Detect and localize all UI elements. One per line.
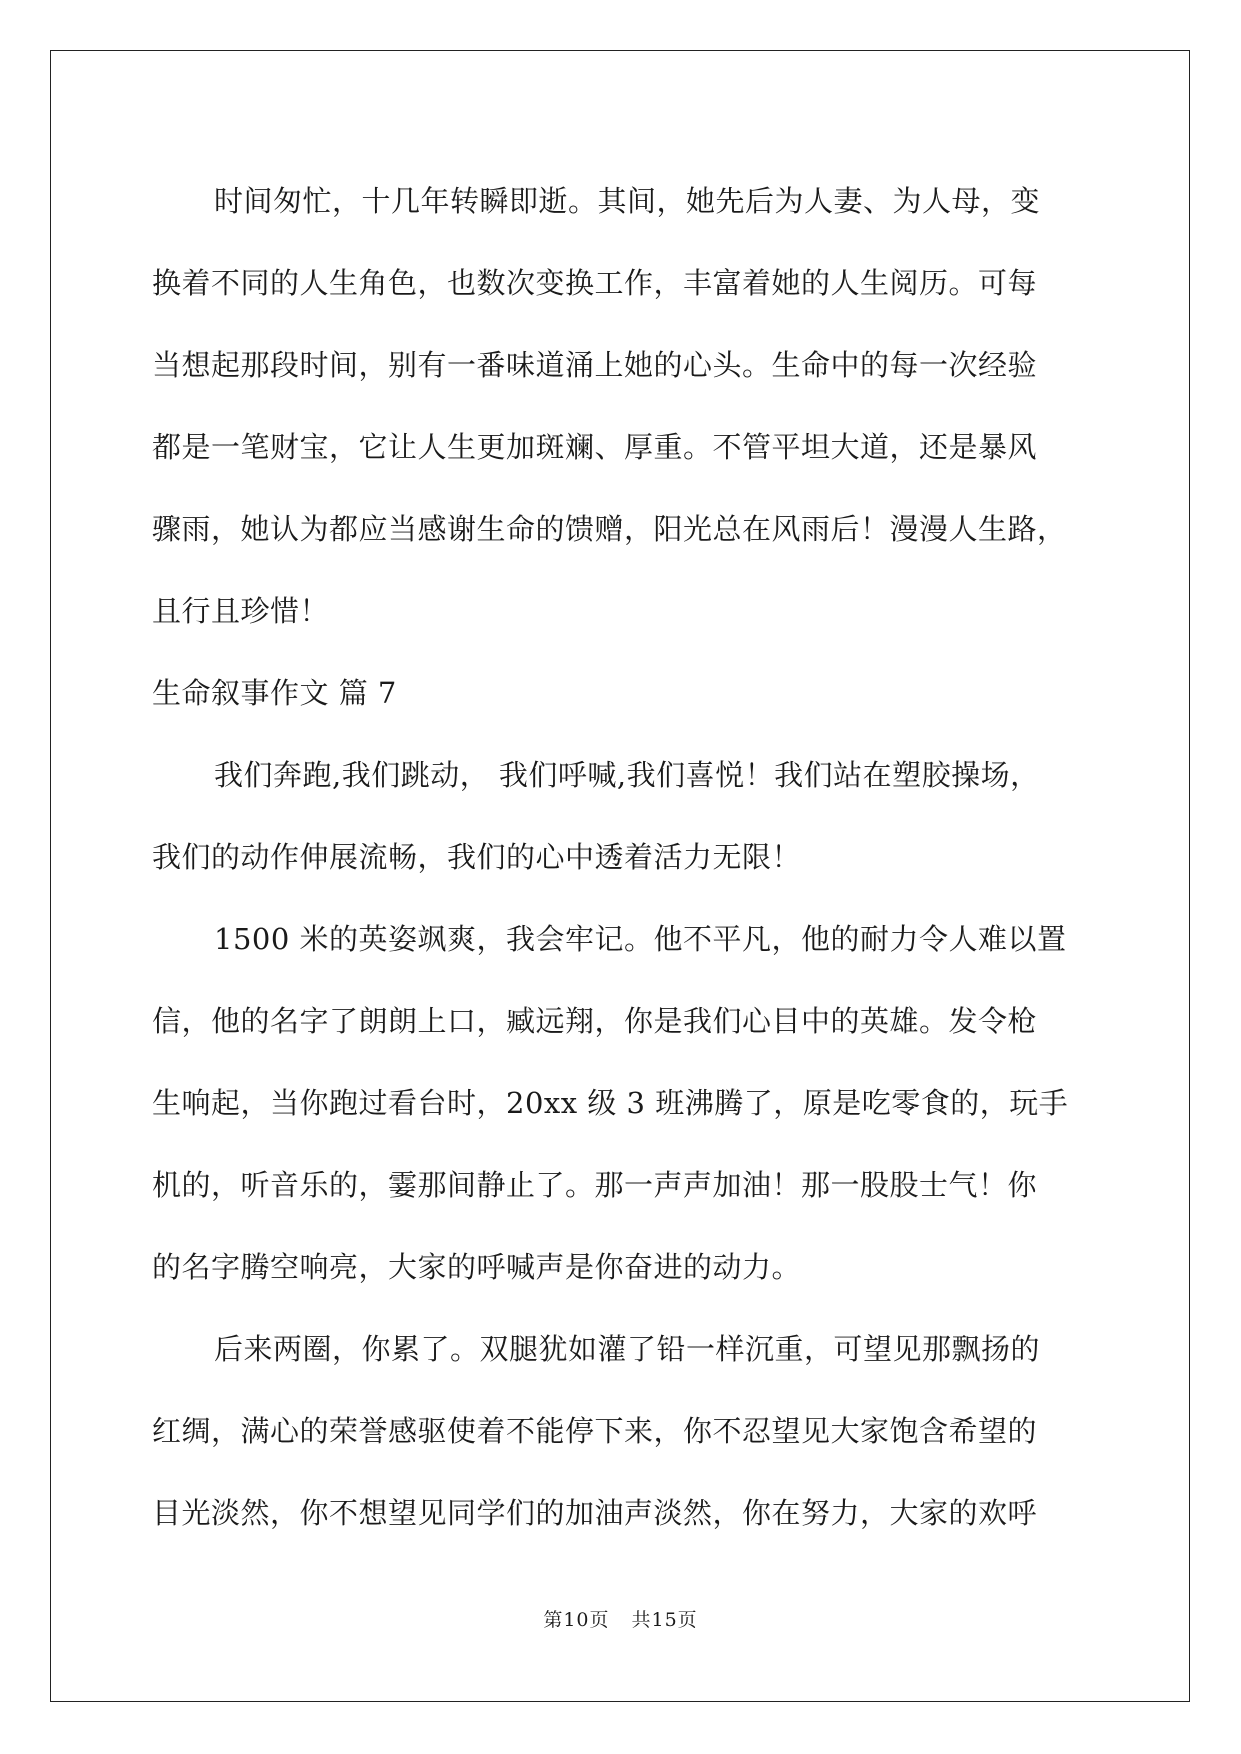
- paragraph-3-line-4: 机的，听音乐的，霎那间静止了。那一声声加油！那一股股士气！你: [152, 1168, 1038, 1202]
- paragraph-1-line-4: 都是一笔财宝，它让人生更加斑斓、厚重。不管平坦大道，还是暴风: [152, 430, 1038, 464]
- paragraph-1-line-6: 且行且珍惜！: [152, 594, 330, 628]
- paragraph-1-line-2: 换着不同的人生角色，也数次变换工作，丰富着她的人生阅历。可每: [152, 266, 1038, 300]
- paragraph-1-line-5: 骤雨，她认为都应当感谢生命的馈赠，阳光总在风雨后！漫漫人生路，: [152, 512, 1067, 546]
- paragraph-3-line-2: 信，他的名字了朗朗上口，臧远翔，你是我们心目中的英雄。发令枪: [152, 1004, 1038, 1038]
- paragraph-4-line-3: 目光淡然，你不想望见同学们的加油声淡然，你在努力，大家的欢呼: [152, 1496, 1038, 1530]
- page-number: 第10页: [543, 1609, 610, 1631]
- paragraph-2-line-2: 我们的动作伸展流畅，我们的心中透着活力无限！: [152, 840, 802, 874]
- page-footer: [0, 1605, 1241, 1632]
- paragraph-3-line-1: 1500 米的英姿飒爽，我会牢记。他不平凡，他的耐力令人难以置: [214, 922, 1067, 956]
- paragraph-3-line-5: 的名字腾空响亮，大家的呼喊声是你奋进的动力。: [152, 1250, 802, 1284]
- paragraph-1-line-1: 时间匆忙，十几年转瞬即逝。其间，她先后为人妻、为人母，变: [214, 184, 1041, 218]
- section-heading: 生命叙事作文 篇 7: [152, 676, 397, 710]
- paragraph-4-line-1: 后来两圈，你累了。双腿犹如灌了铅一样沉重，可望见那飘扬的: [214, 1332, 1041, 1366]
- document-body: [152, 160, 1092, 1554]
- paragraph-3-line-3: 生响起，当你跑过看台时，20xx 级 3 班沸腾了，原是吃零食的，玩手: [152, 1086, 1069, 1120]
- paragraph-2-line-1: 我们奔跑,我们跳动， 我们呼喊,我们喜悦！我们站在塑胶操场，: [214, 758, 1040, 792]
- paragraph-4-line-2: 红绸，满心的荣誉感驱使着不能停下来，你不忍望见大家饱含希望的: [152, 1414, 1038, 1448]
- paragraph-1-line-3: 当想起那段时间，别有一番味道涌上她的心头。生命中的每一次经验: [152, 348, 1038, 382]
- page-total: 共15页: [631, 1609, 698, 1631]
